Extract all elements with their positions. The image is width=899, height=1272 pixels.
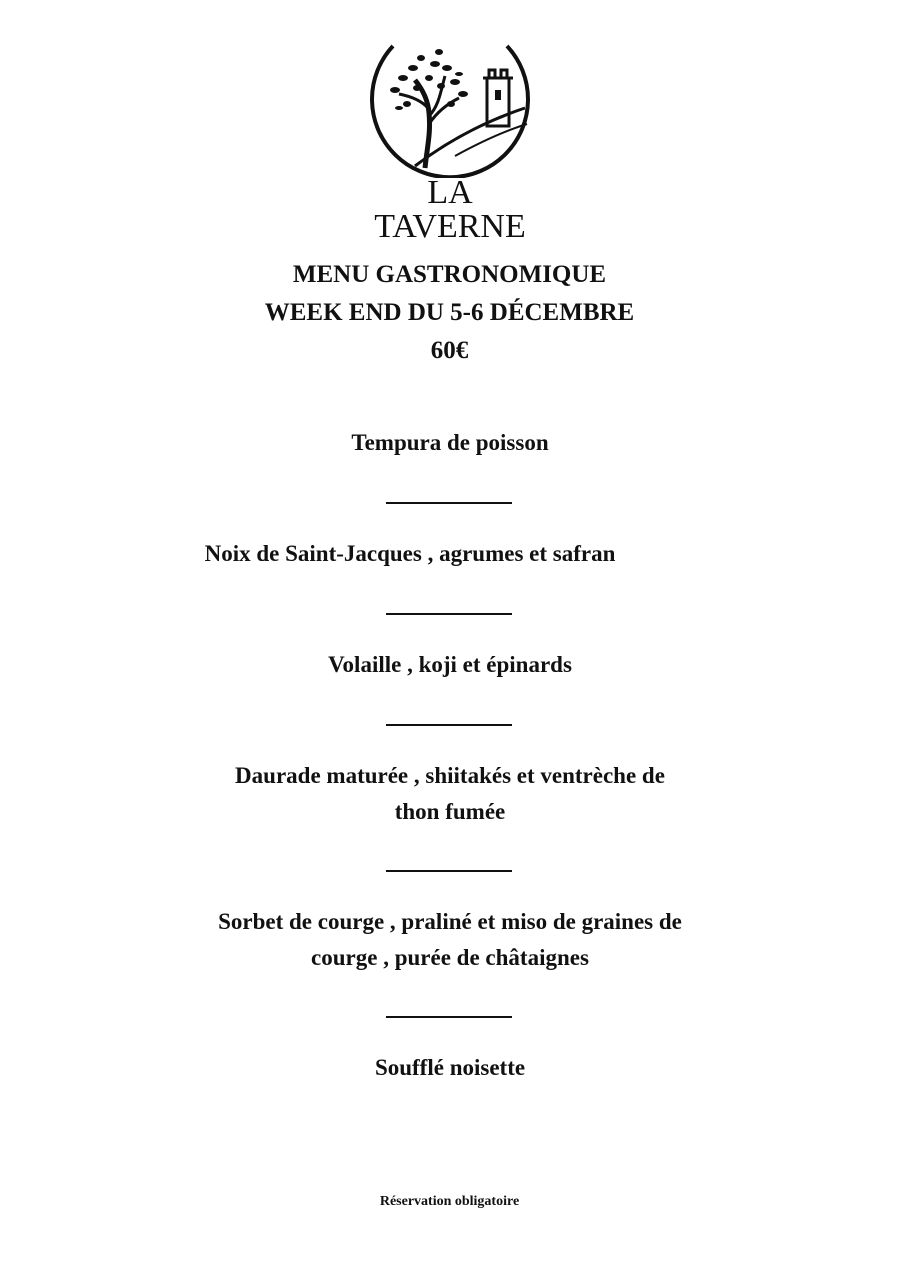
course-1 [150,425,750,461]
course-5 [130,904,770,976]
course-line: thon fumée [394,799,506,824]
brand-name: LA TAVERNE [374,174,526,245]
course-line: Tempura de poisson [351,430,549,455]
course-line: Daurade maturée , shiitakés et ventrèche de [235,763,665,788]
course-3 [150,647,750,683]
menu-title: MENU GASTRONOMIQUE [292,261,607,288]
separator-line [386,502,512,504]
separator-line [386,613,512,615]
course-4 [150,758,750,830]
course-line: Noix de Saint-Jacques , agrumes et safran [204,541,616,566]
menu-price: 60€ [430,337,469,364]
separator-line [386,1016,512,1018]
separator-line [386,870,512,872]
course-line: Sorbet de courge , praliné et miso de graines de [218,909,682,934]
menu-date: WEEK END DU 5-6 DÉCEMBRE [264,299,635,326]
tree-tower-emblem-icon [355,38,545,178]
course-2 [80,536,740,572]
separator-line [386,724,512,726]
course-line: Volaille , koji et épinards [328,652,572,677]
course-6 [150,1050,750,1086]
restaurant-logo [355,38,545,245]
menu-header [0,256,899,370]
course-line: courge , purée de châtaignes [311,945,589,970]
course-line: Soufflé noisette [374,1055,526,1080]
reservation-note: Réservation obligatoire [379,1194,520,1209]
